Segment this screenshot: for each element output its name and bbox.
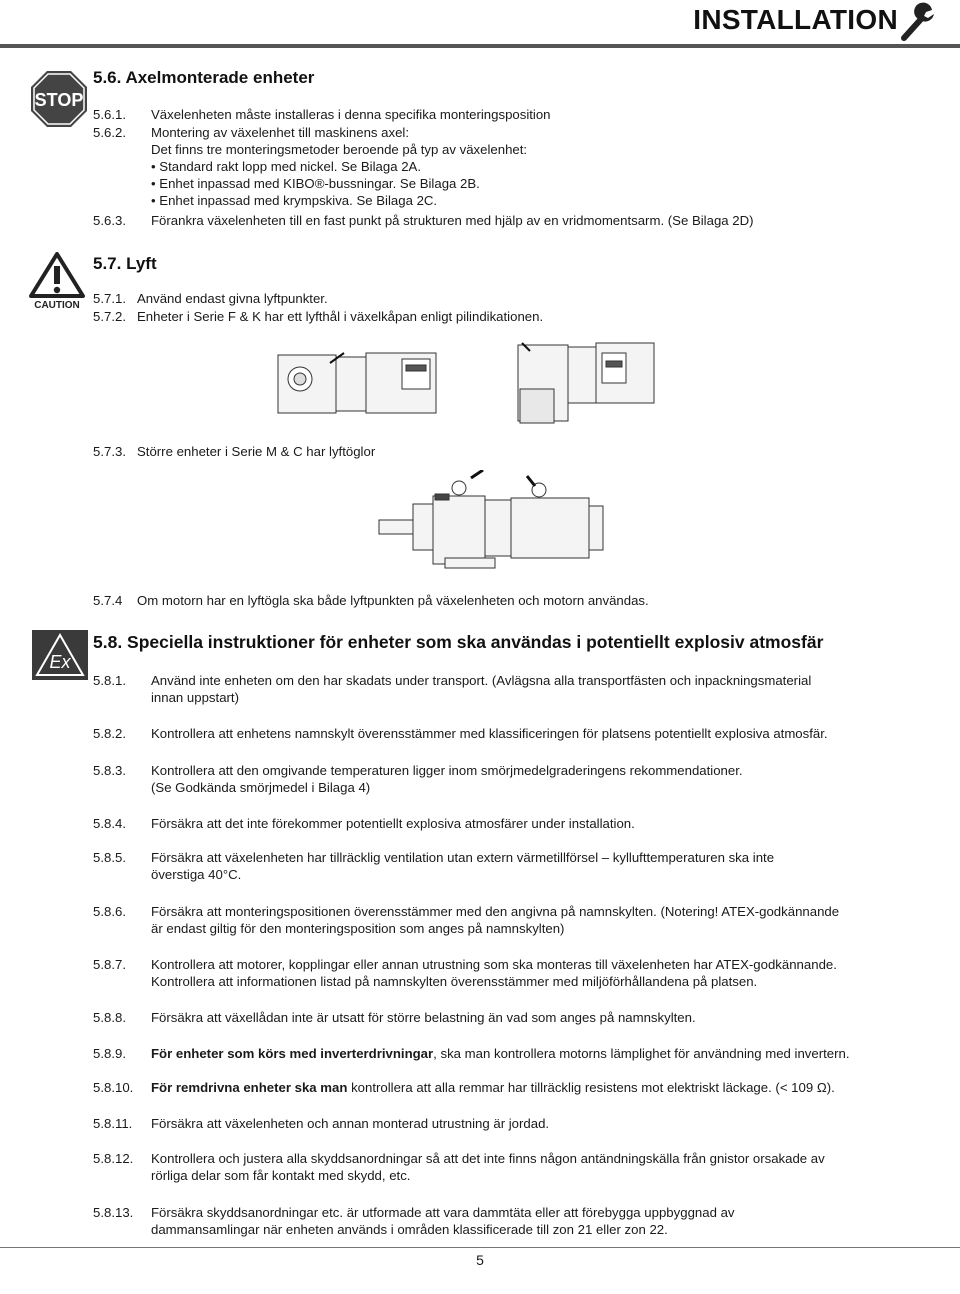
stop-sign-icon [30,70,88,128]
section-heading-5-7: 5.7. Lyft [93,254,157,273]
section-heading-5-6: 5.6. Axelmonterade enheter [93,68,315,87]
svg-text:CAUTION: CAUTION [34,300,80,310]
wrench-icon [898,2,938,42]
svg-text:STOP: STOP [34,90,84,110]
page-header-title: INSTALLATION [693,4,898,35]
section-heading-5-8: 5.8. Speciella instruktioner för enheter som ska användas i potentiellt explosiv atmosfär [93,632,824,652]
caution-warning-icon [28,252,86,310]
ex-atex-icon [32,630,88,680]
header-rule [0,44,960,48]
mounting-methods: Det finns tre monteringsmetoder beroende på typ av växelenhet: • Standard rakt lopp med nickel. Se Bilaga 2A. • Enhet inpassad med KIBO®-bussningar. Se Bilaga 2B. • Enhet inpassad med krympskiva. Se Bilaga 2C. [151,142,528,208]
page-number: 5 [476,1252,484,1268]
gear-unit-mc-illustration [375,470,615,575]
gear-unit-fk-illustration [270,335,660,427]
footer-rule [0,1247,960,1248]
svg-text:Ex: Ex [49,652,71,672]
